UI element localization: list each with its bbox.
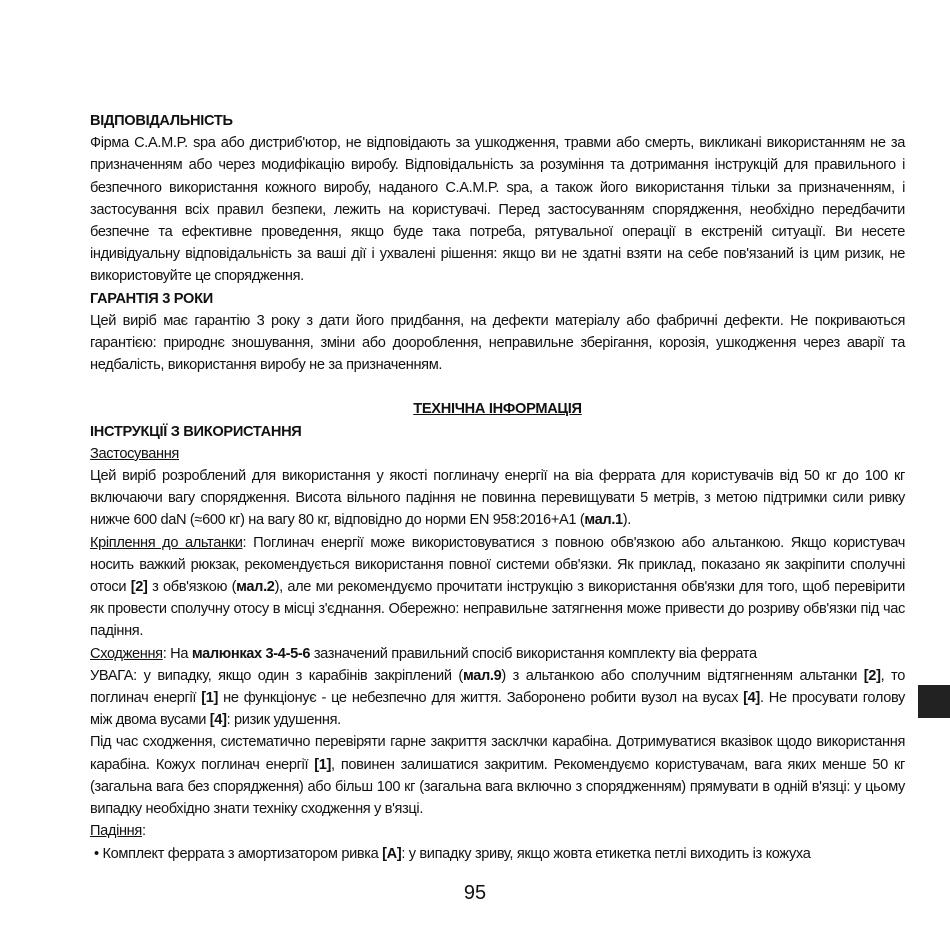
liability-heading: ВІДПОВІДАЛЬНІСТЬ bbox=[90, 113, 233, 129]
document-body bbox=[90, 110, 905, 865]
falls-bullet-item: • Комплект феррата з амортизатором ривка [A]: у випадку зриву, якщо жовта етикетка петлі виходить із кожуха bbox=[94, 845, 811, 862]
tech-info-heading: ТЕХНІЧНА ІНФОРМАЦІЯ bbox=[413, 401, 582, 418]
warning-paragraph: УВАГА: у випадку, якщо один з карабінів закріплений (мал.9) з альтанкою або сполучним відтягненням альтанки [2], то поглинач енергії [1] не функціонує - це небезпечно для життя. Заборонено робити вузол на вусах [4]. Не просувати голову між двома вусами [4]: ризик удушення. bbox=[90, 667, 905, 729]
instructions-heading: ІНСТРУКЦІЇ З ВИКОРИСТАННЯ bbox=[90, 423, 302, 440]
page-number: 95 bbox=[463, 882, 487, 904]
liability-text: Фірма C.A.M.P. spa або дистриб'ютор, не відповідають за ушкодження, травми або смерть, викликані використанням не за призначенням або через модифікацію виробу. Відповідальність за розуміння та дотримання інструкцій для правильного і безпечного використання кожного виробу, наданого C.A.M.P. spa, а також його використання тільки за призначенням, і застосування всіх правил безпеки, лежить на користувачі. Перед застосуванням спорядження, необхідно передбачити безпечне та ефективне проведення, якщо буде така потреба, рятувальної операції в екстреній ситуації. Ви несете індивідуальну відповідальність за ваші дії і ухвалені рішення: якщо ви не здатні взяти на себе пов'язаний із цим ризик, не використовуйте це спорядження. bbox=[90, 135, 905, 285]
section-tab-marker bbox=[918, 685, 950, 718]
warranty-text: Цей виріб має гарантію 3 року з дати його придбання, на дефекти матеріалу або фабричні дефекти. Не покриваються гарантією: природнє зношування, зміни або доороблення, неправильне зберігання, корозія, ушкодження через аварії та недбалість, використання виробу не за призначенням. bbox=[90, 312, 905, 374]
descent-paragraph: Сходження: На малюнках 3-4-5-6 зазначений правильний спосіб використання комплекту віа феррата bbox=[90, 645, 757, 662]
application-paragraph: Цей виріб розроблений для використання у якості поглиначу енергії на віа феррата для користувачів від 50 кг до 100 кг включаючи вагу спорядження. Висота вільного падіння не повинна перевищувати 5 метрів, з метою підтримки сили ривку нижче 600 daN (≈600 кг) на вагу 80 кг, відповідно до норми EN 958:2016+A1 (мал.1). bbox=[90, 468, 905, 529]
attach-paragraph: Кріплення до альтанки: Поглинач енергії може використовуватися з повною обв'язкою або альтанкою. Якщо користувач носить важкий рюкзак, рекомендується використання повної системи обв'язки. Як приклад, показано як закріпити сполучні отоси [2] з обв'язкою (мал.2), але ми рекомендуємо прочитати інструкцію з використання обв'язки для того, щоб перевірити як провести сполучну отосу в місці з'єднання. Обережно: неправильне затягнення може привести до розриву обв'язки під час падіння. bbox=[90, 534, 905, 640]
warranty-heading: ГАРАНТІЯ 3 РОКИ bbox=[90, 290, 213, 307]
during-descent-paragraph: Під час сходження, систематично перевіряти гарне закриття засклчки карабіна. Дотримуватися вказівок щодо використання карабіна. Кожух поглинач енергії [1], повинен залишатися закритим. Рекомендуємо користувачам, вага яких менше 50 кг (загальна вага без спорядження) або більш 100 кг (загальна вага включно з спорядженням) прямувати в одній в'язці: у цьому випадку необхідно знати техніку сходження у в'язці. bbox=[90, 734, 905, 818]
application-label: Застосування bbox=[90, 445, 179, 462]
falls-label: Падіння: bbox=[90, 823, 146, 840]
